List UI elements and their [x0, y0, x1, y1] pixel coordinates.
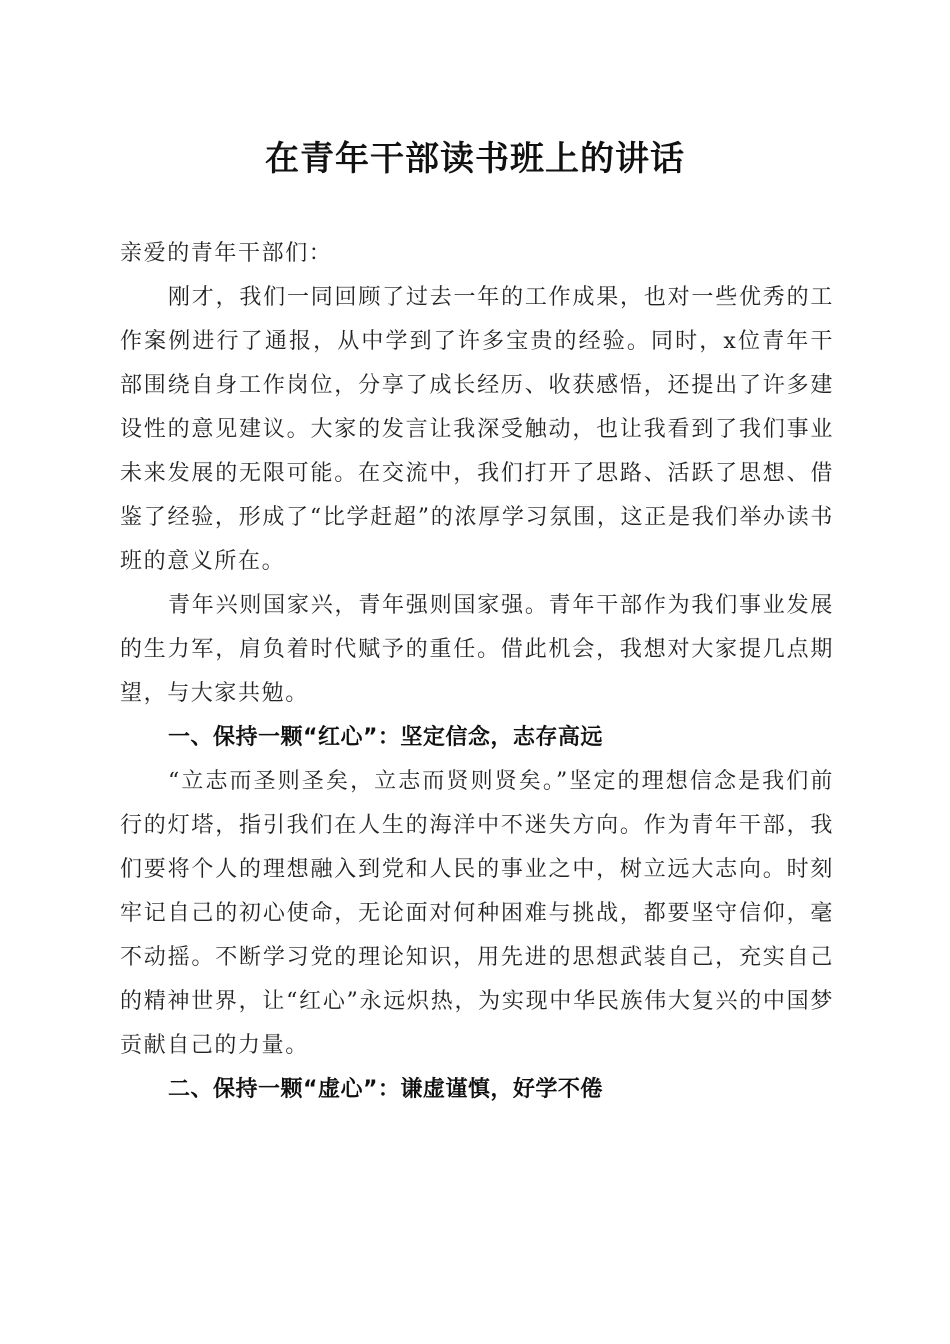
paragraph-intro: 刚才，我们一同回顾了过去一年的工作成果，也对一些优秀的工作案例进行了通报，从中学到了许多宝贵的经验。同时，x位青年干部围绕自身工作岗位，分享了成长经历、收获感悟，还提出了许多建设性的意见建议。大家的发言让我深受触动，也让我看到了我们事业未来发展的无限可能。在交流中，我们打开了思路、活跃了思想、借鉴了经验，形成了“比学赶超”的浓厚学习氛围，这正是我们举办读书班的意义所在。 — [120, 285, 834, 574]
document-body — [120, 232, 834, 1112]
section-heading-1: 一、保持一颗“红心”：坚定信念，志存高远 — [168, 725, 603, 750]
greeting: 亲爱的青年干部们： — [120, 241, 333, 266]
document-title: 在青年干部读书班上的讲话 — [265, 139, 685, 179]
paragraph-expectations: 青年兴则国家兴，青年强则国家强。青年干部作为我们事业发展的生力军，肩负着时代赋予的重任。借此机会，我想对大家提几点期望，与大家共勉。 — [120, 593, 834, 706]
section-1-text: “立志而圣则圣矣，立志而贤则贤矣。”坚定的理想信念是我们前行的灯塔，指引我们在人生的海洋中不迷失方向。作为青年干部，我们要将个人的理想融入到党和人民的事业之中，树立远大志向。时刻牢记自己的初心使命，无论面对何种困难与挑战，都要坚守信仰，毫不动摇。不断学习党的理论知识，用先进的思想武装自己，充实自己的精神世界，让“红心”永远炽热，为实现中华民族伟大复兴的中国梦贡献自己的力量。 — [120, 769, 834, 1058]
section-heading-2: 二、保持一颗“虚心”：谦虚谨慎，好学不倦 — [168, 1077, 603, 1102]
